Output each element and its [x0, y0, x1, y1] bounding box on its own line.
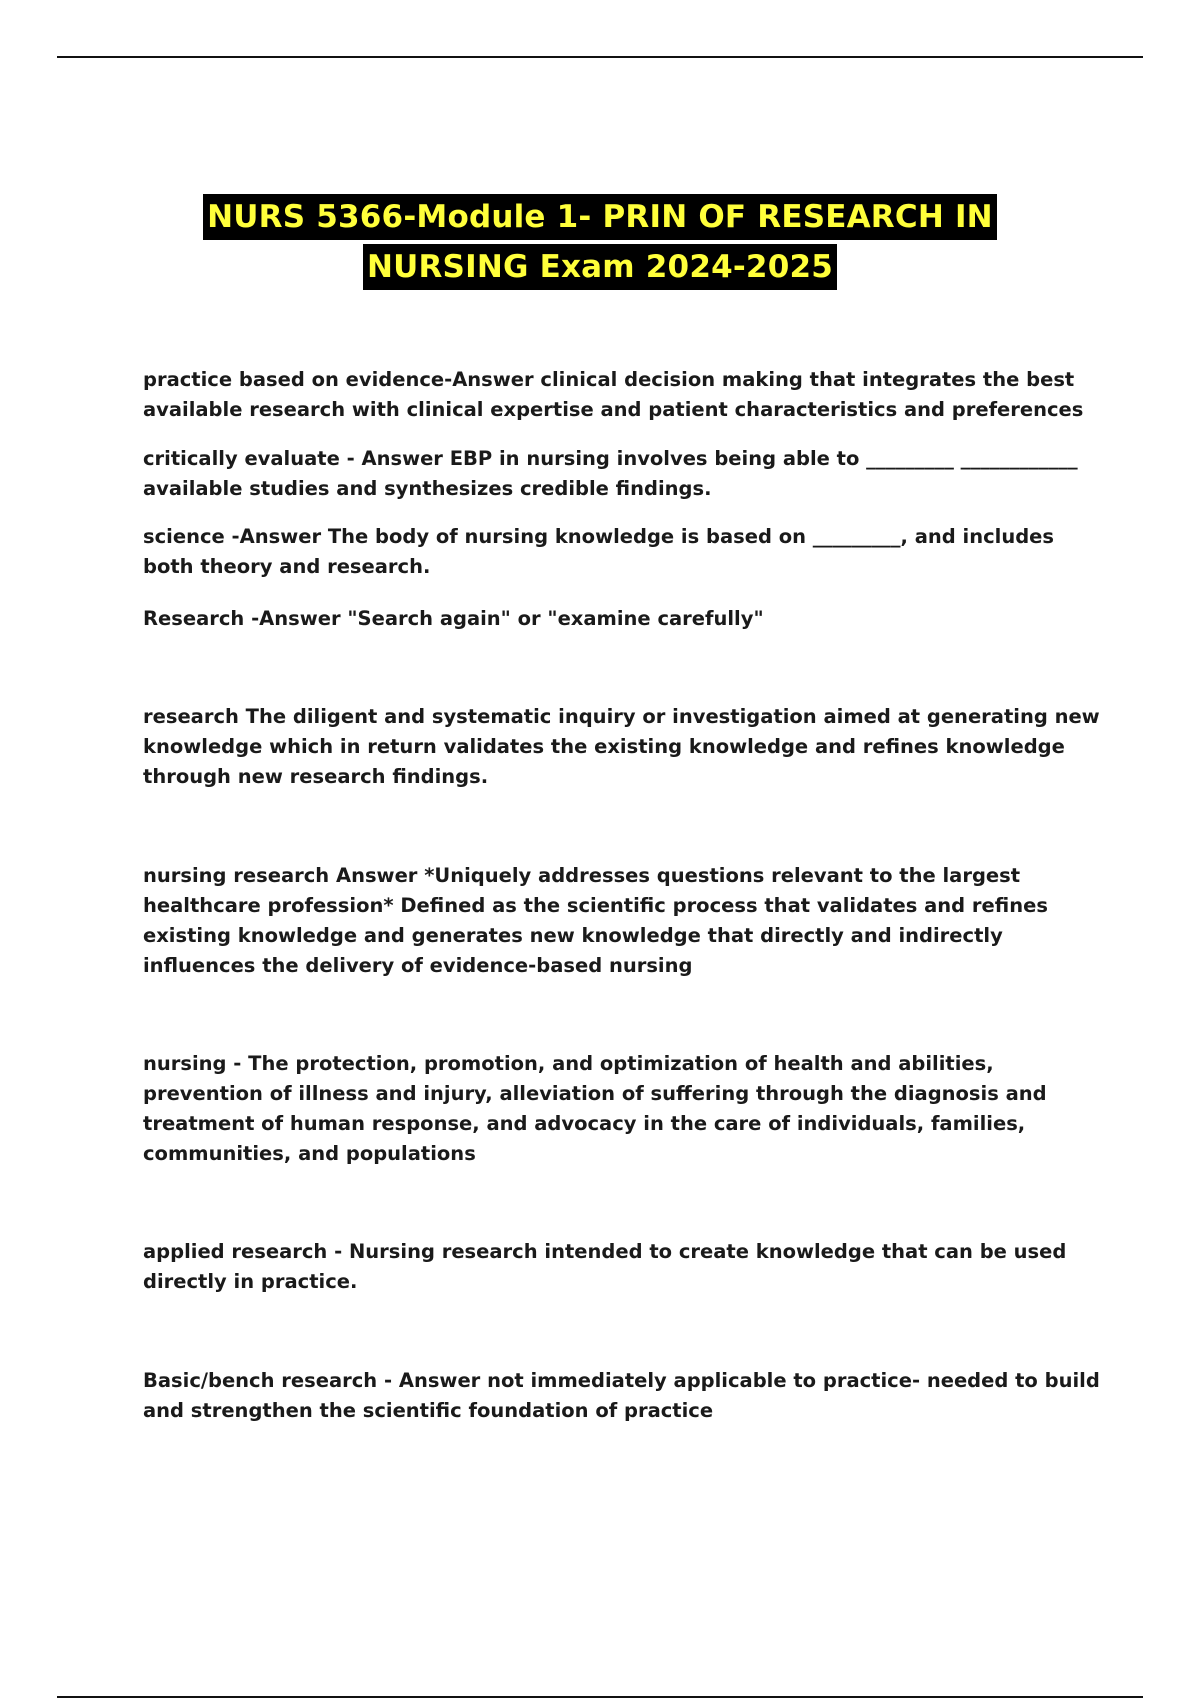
- qa-entry-applied-research: applied research - Nursing research intended to create knowledge that can be used directly in practice.: [143, 1240, 1067, 1293]
- qa-entry-science: science -Answer The body of nursing knowledge is based on _________, and includes both theory and research.: [143, 525, 1054, 578]
- title-line-1: NURS 5366-Module 1- PRIN OF RESEARCH IN: [203, 194, 997, 240]
- title-line-2: NURSING Exam 2024-2025: [363, 244, 837, 290]
- qa-entry-nursing: nursing - The protection, promotion, and optimization of health and abilities, prevention of illness and injury, alleviation of suffering through the diagnosis and treatment of human response, and advocacy in the care of individuals, families, communities, and populations: [143, 1052, 1047, 1165]
- qa-entry-nursing-research: nursing research Answer *Uniquely addresses questions relevant to the largest healthcare profession* Defined as the scientific process that validates and refines existing knowledge and generates new knowledge that directly and indirectly influences the delivery of evidence-based nursing: [143, 864, 1048, 977]
- document-title: [0, 194, 1200, 294]
- qa-entry-basic-bench-research: Basic/bench research - Answer not immediately applicable to practice- needed to build and strengthen the scientific foundation of practice: [143, 1369, 1100, 1422]
- qa-entry-research: research The diligent and systematic inquiry or investigation aimed at generating new knowledge which in return validates the existing knowledge and refines knowledge through new research findings.: [143, 705, 1100, 788]
- qa-entry-critically-evaluate: critically evaluate - Answer EBP in nursing involves being able to _________ ____________ available studies and synthesizes credible findings.: [143, 447, 1078, 500]
- top-rule: [57, 56, 1143, 58]
- qa-entry-practice-based-on-evidence: practice based on evidence-Answer clinical decision making that integrates the best available research with clinical expertise and patient characteristics and preferences: [143, 368, 1084, 421]
- qa-entry-research-definition: Research -Answer "Search again" or "examine carefully": [143, 607, 764, 630]
- bottom-rule: [57, 1696, 1143, 1698]
